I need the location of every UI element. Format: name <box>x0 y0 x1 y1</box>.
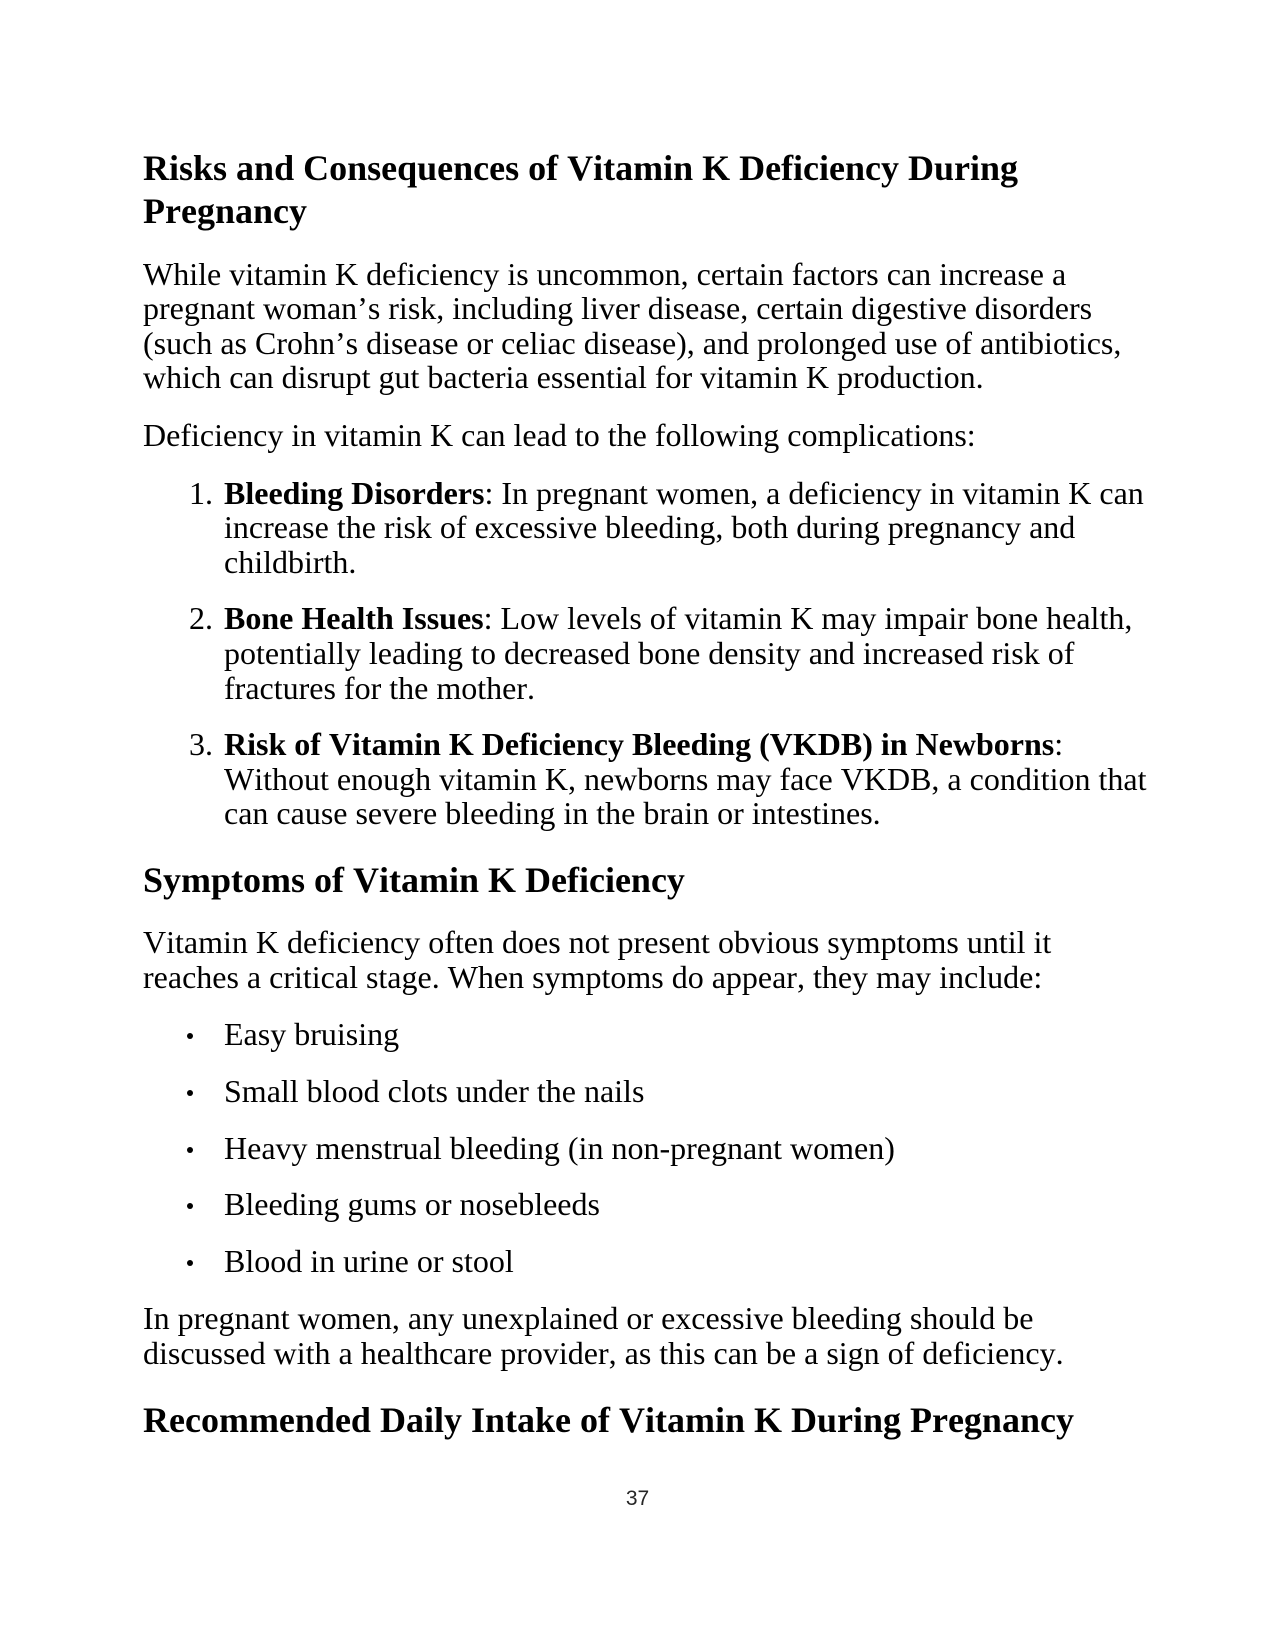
bullet-icon <box>187 1147 193 1153</box>
list-item-text: Heavy menstrual bleeding (in non-pregnant women) <box>224 1129 895 1166</box>
page-number: 37 <box>625 1487 650 1510</box>
bullet-icon <box>187 1033 193 1039</box>
document-content <box>143 147 1155 1442</box>
list-item-text: Easy bruising <box>224 1016 400 1053</box>
list-item-term: Risk of Vitamin K Deficiency Bleeding (VKDB) in Newborns <box>224 726 1055 763</box>
list-item-blood-clots <box>143 1074 1155 1109</box>
heading-recommended-intake: Recommended Daily Intake of Vitamin K During Pregnancy <box>143 1399 1074 1440</box>
heading-risks-and-consequences: Risks and Consequences of Vitamin K Deficiency During Pregnancy <box>143 148 1019 232</box>
list-item-text: : Low levels of vitamin K may impair bone health, potentially leading to decreased bone density and increased risk of fractures for the mother. <box>224 600 1133 706</box>
list-item-bleeding-gums <box>143 1187 1155 1222</box>
list-item-text: Small blood clots under the nails <box>224 1072 645 1109</box>
list-item-easy-bruising <box>143 1017 1155 1052</box>
symptoms-list <box>143 1017 1155 1278</box>
list-number: 1. <box>189 474 213 511</box>
list-item-term: Bone Health Issues <box>224 600 484 637</box>
list-number: 2. <box>189 600 213 637</box>
list-item-term: Bleeding Disorders <box>224 474 485 511</box>
list-item-bone-health <box>143 601 1155 705</box>
list-item-blood-in-urine <box>143 1244 1155 1279</box>
heading-symptoms: Symptoms of Vitamin K Deficiency <box>143 859 685 900</box>
list-item-text: Blood in urine or stool <box>224 1242 514 1279</box>
bullet-icon <box>187 1203 193 1209</box>
list-item-menstrual-bleeding <box>143 1131 1155 1166</box>
bullet-icon <box>187 1260 193 1266</box>
list-item-vkdb-newborns <box>143 727 1155 831</box>
list-item-text: : In pregnant women, a deficiency in vitamin K can increase the risk of excessive bleeding, both during pregnancy and childbirth. <box>224 474 1144 580</box>
paragraph-symptoms-lead: Vitamin K deficiency often does not present obvious symptoms until it reaches a critical stage. When symptoms do appear, they may include: <box>143 924 1052 995</box>
complications-list <box>143 476 1155 831</box>
paragraph-provider-advice: In pregnant women, any unexplained or excessive bleeding should be discussed with a healthcare provider, as this can be a sign of deficiency. <box>143 1300 1064 1371</box>
list-number: 3. <box>189 726 213 763</box>
list-item-text: Bleeding gums or nosebleeds <box>224 1186 600 1223</box>
list-item-text: : Without enough vitamin K, newborns may face VKDB, a condition that can cause severe bleeding in the brain or intestines. <box>224 726 1147 832</box>
bullet-icon <box>187 1090 193 1096</box>
list-item-bleeding-disorders <box>143 476 1155 580</box>
paragraph-complications-lead: Deficiency in vitamin K can lead to the following complications: <box>143 416 976 453</box>
paragraph-risk-factors: While vitamin K deficiency is uncommon, certain factors can increase a pregnant woman’s risk, including liver disease, certain digestive disorders (such as Crohn’s disease or celiac disease), and prolonged use of antibiotics, which can disrupt gut bacteria essential for vitamin K production. <box>143 255 1122 396</box>
